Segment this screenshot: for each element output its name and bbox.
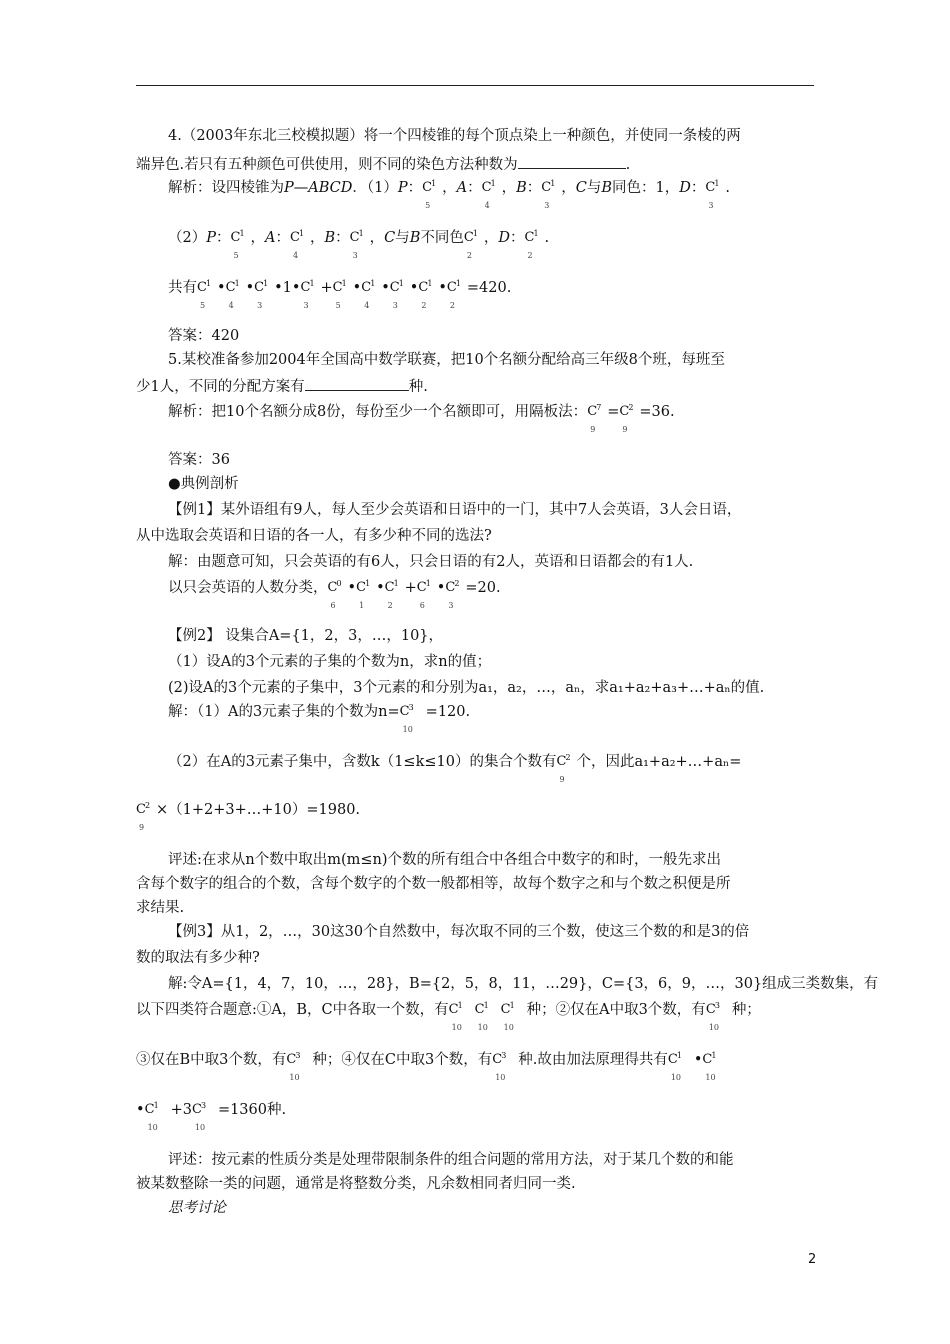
combination: C 1 4 (289, 229, 305, 260)
combination: C 1 3 (300, 279, 315, 310)
combination: C 1 10 (500, 1001, 515, 1032)
combination: C 1 4 (225, 279, 240, 310)
comment2-line2: 被某数整除一类的问题，通常是将整数分类，凡余数相同者归同一类. (136, 1176, 576, 1192)
ex2-s3: C 2 9 ×（1+2+3+…+10）=1980. (136, 801, 361, 832)
combination: C 1 3 (254, 279, 269, 310)
combination: C 1 5 (197, 279, 212, 310)
combination: C 3 10 (705, 1001, 720, 1032)
combination: C 1 10 (144, 1101, 159, 1132)
combination: C 1 4 (481, 179, 496, 210)
page-number: 2 (808, 1252, 817, 1267)
ex3-line2: 数的取法有多少种? (136, 950, 260, 966)
combination: C 3 10 (492, 1051, 507, 1082)
ex2-line1: 【例2】 设集合A={1，2，3，…，10}， (168, 628, 444, 644)
combination: C 7 9 (587, 403, 602, 434)
comment2-line1: 评述：按元素的性质分类是处理带限制条件的组合问题的常用方法，对于某几个数的和能 (168, 1152, 734, 1168)
p4-analysis-1: 解析：设四棱锥为P—ABCD．（1）P： C 1 5 ，A： C 1 4 ，B： C 1 3 ，C与B同色：1，D： C 1 3 . (168, 179, 731, 210)
combination: C 2 3 (445, 579, 460, 610)
combination: C 1 3 (705, 179, 720, 210)
ex1-sol1: 解：由题意可知，只会英语的有6人，只会日语的有2人，英语和日语都会的有1人. (168, 554, 694, 570)
combination: C 1 5 (332, 279, 347, 310)
combination: C 2 9 (136, 801, 151, 832)
combination: C 1 3 (541, 179, 556, 210)
combination: C 1 3 (349, 229, 364, 260)
combination: C 1 4 (361, 279, 376, 310)
combination: C 1 2 (446, 279, 461, 310)
p5-analysis: 解析：把10个名额分成8份，每份至少一个名额即可，用隔板法： C 7 9 = C 2 9 =36. (168, 403, 675, 434)
p4-answer: 答案：420 (168, 328, 240, 344)
combination: C 0 6 (327, 579, 342, 610)
combination: C 1 1 (356, 579, 371, 610)
ex1-sol2: 以只会英语的人数分类， C 0 6 • C 1 1 • C 1 2 + C 1 6 • C 2 3 =20. (168, 579, 501, 610)
ex3-line1: 【例3】从1，2，…，30这30个自然数中，每次取不同的三个数，使这三个数的和是3的倍 (168, 924, 750, 940)
combination: C 2 9 (556, 753, 571, 784)
combination: C 2 9 (619, 403, 634, 434)
comment1-line3: 求结果. (136, 900, 185, 916)
combination: C 1 2 (463, 229, 478, 260)
p4-line2: 端异色.若只有五种颜色可供使用，则不同的染色方法种数为 . (136, 154, 630, 175)
ex3-sol1: 解:令A={1，4，7，10，…，28}，B={2，5，8，11，…29}，C={3，6，9，…，30}组成三类数集，有 (168, 976, 879, 992)
ex2-s1: 解：（1）A的3元素子集的个数为n= C 3 10 =120. (168, 703, 471, 734)
closing-heading: 思考讨论 (168, 1200, 226, 1216)
p5-line2: 少1人，不同的分配方案有 种. (136, 376, 428, 397)
header-rule (136, 85, 814, 86)
ex3-sol3: ③仅在B中取3个数，有 C 3 10 种；④仅在C中取3个数，有 C 3 10 种.故由加法原理得共有 C 1 10 • C 1 10 (136, 1050, 728, 1070)
answer-blank (305, 376, 409, 391)
combination: C 1 10 (474, 1001, 489, 1032)
combination: C 3 10 (399, 703, 414, 734)
ex3-sol4: • C 1 10 +3 C 3 10 =1360种. (136, 1101, 287, 1132)
section-heading: ●典例剖析 (168, 476, 239, 492)
comment1-line2: 含每个数字的组合的个数，含每个数字的个数一般都相等，故每个数字之和与个数之积便是所 (136, 876, 731, 892)
p4-line1: 4.（2003年东北三校模拟题）将一个四棱锥的每个顶点染上一种颜色，并使同一条棱的两 (168, 128, 741, 144)
ex2-s2: （2）在A的3元素子集中，含数k（1≤k≤10）的集合个数有 C 2 9 个，因此a₁+a₂+…+aₙ= (168, 753, 742, 784)
p4-analysis-2: （2）P： C 1 5 ，A： C 1 4 ，B： C 1 3 ，C与B不同色 C 1 2 ，D： C 1 2 . (168, 229, 550, 260)
combination: C 1 10 (702, 1051, 717, 1082)
ex2-q1: （1）设A的3个元素的子集的个数为n，求n的值； (168, 654, 492, 670)
comment1-line1: 评述:在求从n个数中取出m(m≤n)个数的所有组合中各组合中数字的和时，一般先求出 (168, 852, 722, 868)
combination: C 1 5 (422, 179, 437, 210)
ex3-sol2: 以下四类符合题意:①A，B，C中各取一个数，有 C 1 10 C 1 10 C 1 10 种；②仅在A中取3个数，有 C 3 10 种； (136, 1001, 761, 1032)
ex2-q2: (2)设A的3个元素的子集中，3个元素的和分别为a₁，a₂，…，aₙ，求a₁+a₂+a₃+…+aₙ的值. (168, 680, 765, 696)
p5-answer: 答案：36 (168, 452, 230, 468)
combination: C 3 10 (286, 1051, 301, 1082)
combination: C 1 2 (418, 279, 433, 310)
combination: C 1 2 (384, 579, 399, 610)
combination: C 1 10 (448, 1001, 463, 1032)
combination: C 1 6 (416, 579, 431, 610)
combination: C 3 10 (191, 1101, 207, 1132)
answer-blank (518, 154, 626, 169)
ex1-line2: 从中选取会英语和日语的各一人，有多少种不同的选法? (136, 528, 492, 544)
combination: C 1 5 (230, 229, 245, 260)
combination: C 1 10 (667, 1051, 682, 1082)
combination: C 1 3 (389, 279, 404, 310)
p4-total: 共有 C 1 5 • C 1 4 • C 1 3 •1• C 1 3 + C 1 5 • C 1 4 • C 1 3 • C 1 2 • C 1 2 =420. (168, 279, 512, 310)
combination: C 1 2 (524, 229, 539, 260)
p5-line1: 5.某校准备参加2004年全国高中数学联赛，把10个名额分配给高三年级8个班，每班至 (168, 352, 725, 368)
ex1-line1: 【例1】某外语组有9人，每人至少会英语和日语中的一门，其中7人会英语，3人会日语， (168, 502, 742, 518)
